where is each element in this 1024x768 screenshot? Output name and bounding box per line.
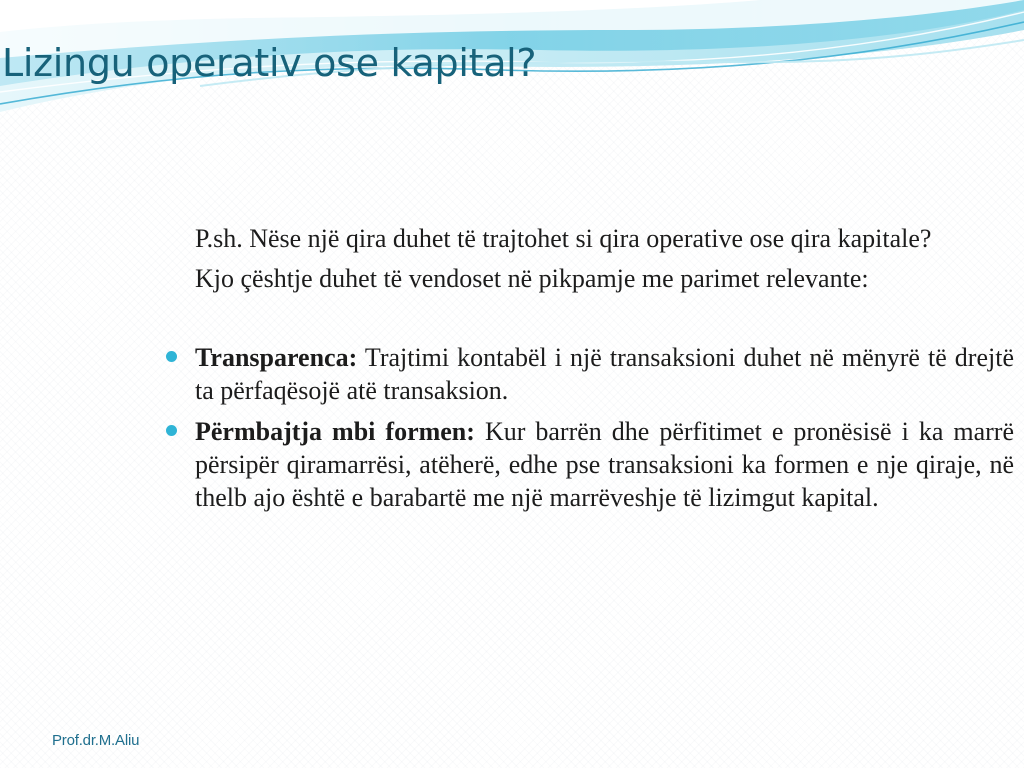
bullet-term: Përmbajtja mbi formen: [195,417,475,446]
slide-title: Lizingu operativ ose kapital? [2,41,537,85]
bullet-text: Trajtimi kontabël i një transaksioni duhet në mënyrë të drejtë ta përfaqësojë atë transaksion. [195,343,1014,405]
intro-paragraph-2: Kjo çështje duhet të vendoset në pikpamje me parimet relevante: [195,264,869,293]
bullet-transparency [164,341,1014,407]
slide-body [164,220,1014,522]
bullet-text: Kur barrën dhe përfitimet e pronësisë i ka marrë përsipër qiramarrësi, atëherë, edhe pse transaksioni ka formen e nje qiraje, në thelb ajo është e barabartë me një marrëveshje të lizimgut kapital. [195,417,1014,512]
bullet-term: Transparenca: [195,343,358,372]
bullet-dot-icon [166,351,177,362]
slide-footer-author: Prof.dr.M.Aliu [52,732,140,749]
spacer [164,295,1014,341]
bullet-dot-icon [166,425,177,436]
bullet-substance-over-form [164,415,1014,514]
intro-paragraph-1: P.sh. Nëse një qira duhet të trajtohet si qira operative ose qira kapitale? [195,224,932,253]
